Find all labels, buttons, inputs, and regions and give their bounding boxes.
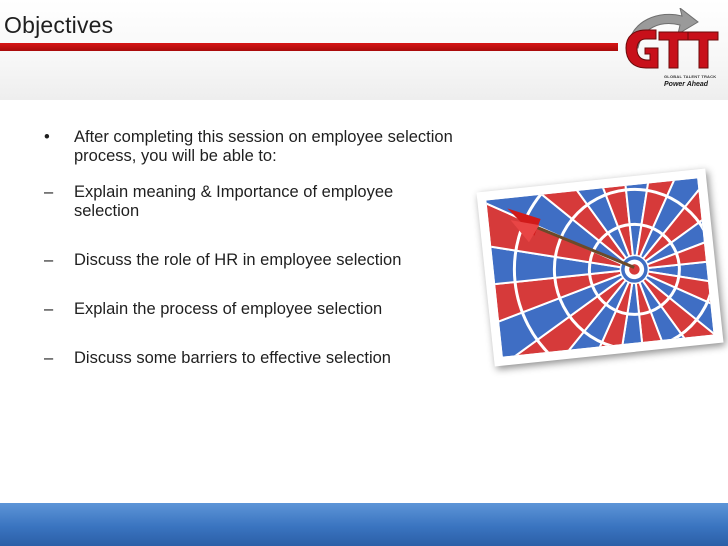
slide-title: Objectives [4, 12, 114, 38]
logo-tagline: Power Ahead [664, 81, 709, 88]
list-item [44, 128, 454, 166]
dash-marker: – [44, 183, 54, 201]
list-item [44, 251, 454, 270]
list-item [44, 349, 454, 368]
list-item-text: Explain the process of employee selection [74, 300, 383, 318]
dash-marker: – [44, 251, 54, 269]
bullet-marker: • [44, 128, 50, 146]
logo-small-text: GLOBAL TALENT TRACK [664, 74, 717, 79]
list-item [44, 300, 454, 319]
list-item-text: After completing this session on employee selection process, you will be able to: [74, 128, 453, 165]
gtt-logo-mark-icon [620, 8, 724, 78]
dartboard-with-dart-icon [486, 178, 713, 356]
objectives-list [44, 128, 454, 398]
list-item-text: Discuss some barriers to effective selection [74, 349, 391, 367]
title-underline-bar [0, 43, 618, 51]
list-item [44, 183, 454, 221]
company-logo [620, 8, 724, 96]
list-item-text: Explain meaning & Importance of employee selection [74, 183, 394, 220]
dartboard-photo [476, 168, 723, 366]
slide-header [0, 0, 728, 100]
dash-marker: – [44, 349, 54, 367]
slide-footer-bar [0, 503, 728, 546]
dash-marker: – [44, 300, 54, 318]
list-item-text: Discuss the role of HR in employee selection [74, 251, 402, 269]
